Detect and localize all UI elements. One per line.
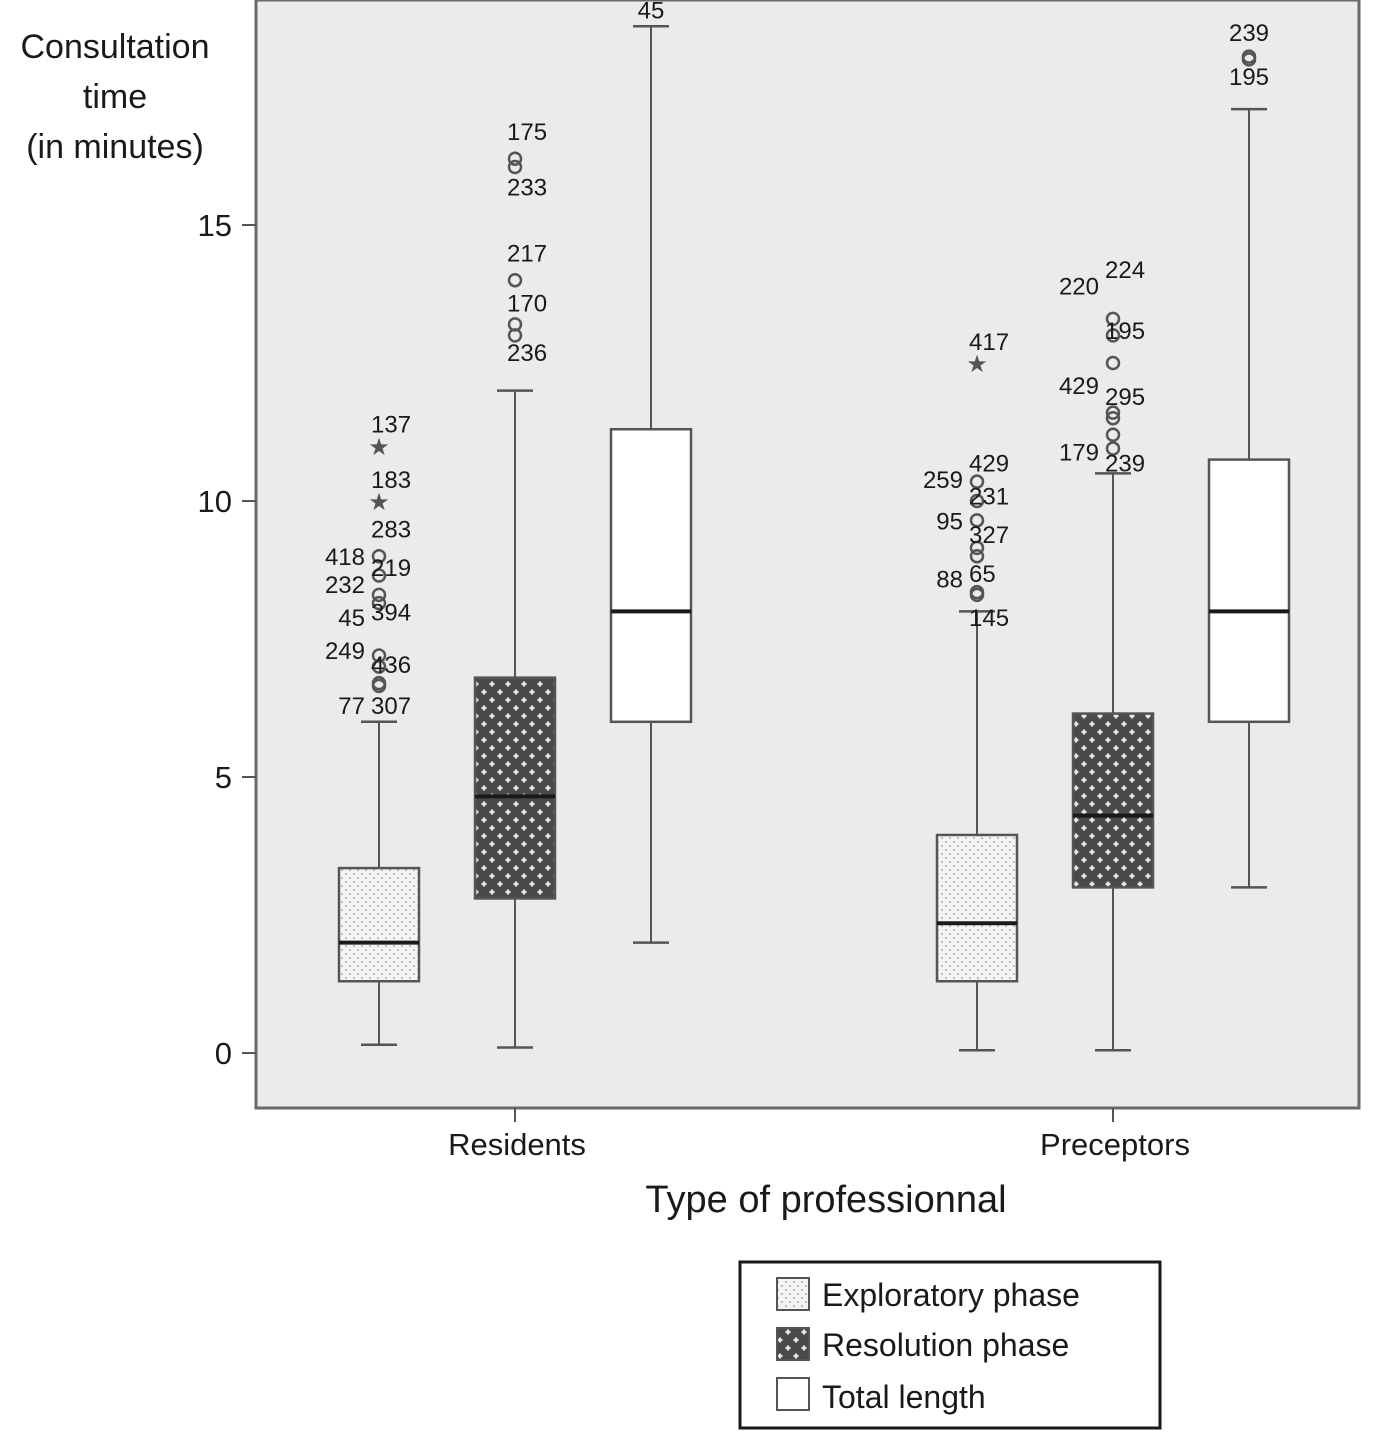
outlier-label-307: 307	[371, 693, 412, 721]
outlier-label-231: 231	[969, 483, 1010, 511]
outlier-label-220: 220	[1058, 273, 1099, 301]
outlier-label-249: 249	[324, 638, 365, 666]
y-axis-label-line-3: (in minutes)	[26, 128, 204, 166]
outlier-star: ★	[368, 433, 390, 461]
outlier-label-137: 137	[371, 411, 412, 439]
outlier-label-417: 417	[969, 328, 1010, 356]
outlier-label-77: 77	[338, 693, 365, 721]
outlier-label-232: 232	[324, 571, 365, 599]
outlier-label-429: 429	[969, 450, 1010, 478]
y-axis-label-line-1: Consultation	[20, 28, 210, 66]
outlier-label-259: 259	[922, 466, 963, 494]
outlier-label-239: 239	[1105, 450, 1146, 478]
y-tick-label-0: 0	[214, 1036, 232, 1071]
legend-swatch-total	[777, 1378, 809, 1410]
outlier-label-418: 418	[324, 544, 365, 572]
outlier-label-224: 224	[1105, 257, 1146, 285]
box-body	[339, 868, 419, 981]
outlier-label-45: 45	[338, 604, 365, 632]
x-axis-categories	[448, 1108, 1190, 1162]
outlier-label-217: 217	[507, 240, 548, 268]
outlier-label-436: 436	[371, 651, 412, 679]
legend-swatch-exploratory	[777, 1278, 809, 1310]
outlier-label-283: 283	[371, 516, 412, 544]
outlier-label-88: 88	[936, 566, 963, 594]
outlier-label-95: 95	[936, 508, 963, 536]
box-body	[1073, 714, 1153, 888]
box-body	[611, 429, 691, 722]
outlier-star: ★	[368, 489, 390, 516]
y-axis-label-line-2: time	[82, 78, 148, 116]
outlier-label-170: 170	[507, 290, 548, 318]
legend-swatch-resolution	[777, 1328, 809, 1360]
box-body	[937, 835, 1017, 981]
y-axis-ticks	[198, 208, 256, 1071]
outlier-label-394: 394	[371, 599, 412, 627]
box-body	[475, 678, 555, 899]
outlier-label-233: 233	[507, 174, 548, 202]
legend-label-total: Total length	[822, 1379, 986, 1415]
plot-area	[256, 0, 1359, 1108]
outlier-star: ★	[966, 351, 988, 378]
outlier-label-429: 429	[1058, 373, 1099, 401]
y-tick-label-5: 5	[214, 760, 232, 795]
y-tick-label-10: 10	[197, 484, 232, 519]
y-tick-label-15: 15	[197, 208, 232, 243]
outlier-label-45: 45	[637, 0, 665, 25]
outlier-label-195: 195	[1228, 63, 1270, 91]
box-body	[1209, 460, 1289, 722]
outlier-label-236: 236	[507, 339, 548, 367]
x-category-label-preceptors: Preceptors	[1040, 1127, 1190, 1162]
outlier-label-175: 175	[507, 119, 548, 147]
outlier-label-239: 239	[1228, 19, 1270, 47]
legend-label-exploratory: Exploratory phase	[822, 1277, 1080, 1313]
outlier-label-195: 195	[1105, 317, 1146, 345]
outlier-label-295: 295	[1105, 384, 1146, 412]
outlier-label-179: 179	[1058, 439, 1099, 467]
outlier-label-219: 219	[371, 555, 412, 583]
legend-label-resolution: Resolution phase	[822, 1327, 1070, 1363]
outlier-label-145: 145	[969, 604, 1010, 632]
x-category-label-residents: Residents	[448, 1127, 586, 1162]
outlier-label-65: 65	[969, 560, 996, 588]
outlier-label-327: 327	[969, 522, 1010, 550]
legend	[740, 1262, 1160, 1428]
x-axis-label: Type of professionnal	[645, 1179, 1007, 1221]
outlier-label-183: 183	[371, 466, 412, 494]
